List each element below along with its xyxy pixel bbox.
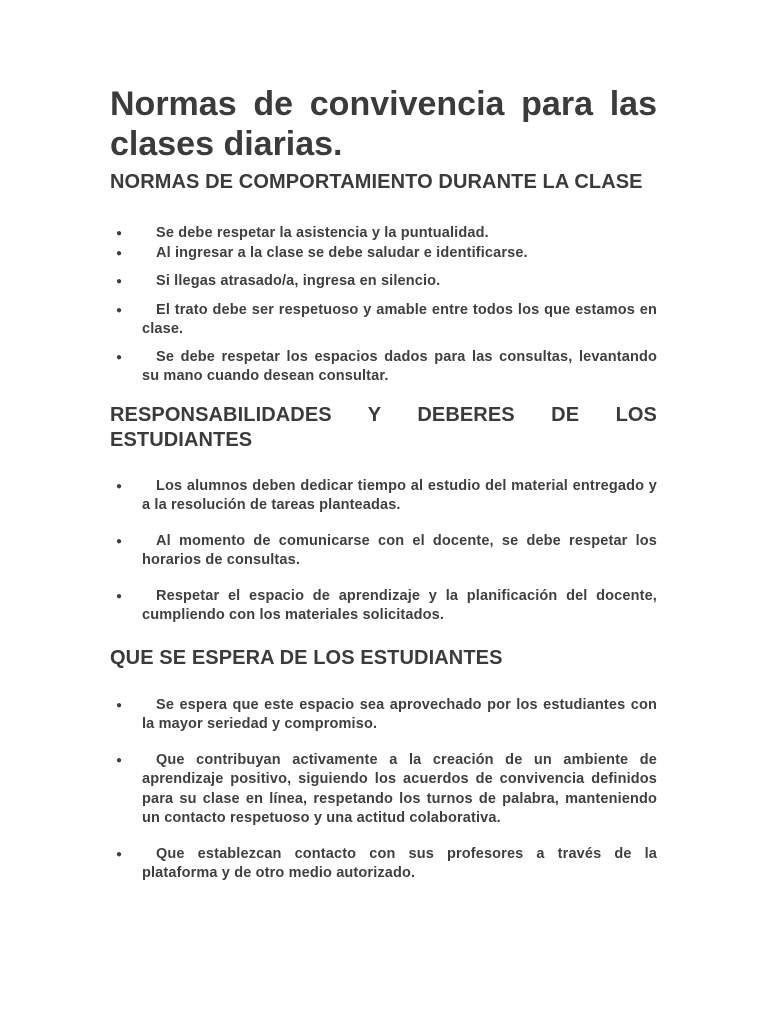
list-item: ● El trato debe ser respetuoso y amable entre todos los que estamos en clase. (116, 301, 657, 337)
bullet-icon: ● (116, 351, 123, 363)
section-heading-responsabilidades: RESPONSABILIDADES Y DEBERES DE LOS ESTUDIANTES (110, 403, 657, 451)
bullet-icon: ● (116, 699, 123, 711)
section-heading-comportamiento: NORMAS DE COMPORTAMIENTO DURANTE LA CLASE (110, 171, 643, 193)
bullet-icon: ● (116, 848, 123, 860)
bullet-icon: ● (116, 276, 123, 287)
list-item: ● Respetar el espacio de aprendizaje y la planificación del docente, cumpliendo con los materiales solicitados. (116, 587, 657, 623)
bullet-icon: ● (116, 590, 123, 602)
section-heading-espera: QUE SE ESPERA DE LOS ESTUDIANTES (110, 646, 503, 669)
list-item: ● Se espera que este espacio sea aprovechado por los estudiantes con la mayor seriedad y compromiso. (116, 696, 657, 732)
list-item: ● Que contribuyan activamente a la creación de un ambiente de aprendizaje positivo, siguiendo los acuerdos de convivencia definidos para su clase en línea, respetando los turnos de palabra, manteniendo un contacto respetuoso y una actitud colaborativa. (116, 751, 657, 826)
responsabilidades-list (110, 477, 657, 626)
document-title: Normas de convivencia para las clases diarias. (110, 85, 657, 163)
list-item: ● Se debe respetar la asistencia y la puntualidad. (110, 224, 657, 244)
bullet-icon: ● (116, 535, 123, 547)
bullet-icon: ● (116, 304, 123, 316)
bullet-icon: ● (116, 754, 123, 766)
list-item: ● Se debe respetar los espacios dados para las consultas, levantando su mano cuando desean consultar. (116, 348, 657, 384)
comportamiento-list (110, 224, 657, 387)
bullet-icon: ● (116, 247, 123, 259)
list-item: ● Que establezcan contacto con sus profesores a través de la plataforma y de otro medio autorizado. (116, 845, 657, 881)
list-item: ● Al momento de comunicarse con el docente, se debe respetar los horarios de consultas. (116, 532, 657, 568)
espera-list (110, 696, 657, 884)
bullet-icon: ● (116, 480, 123, 492)
list-item: ● Si llegas atrasado/a, ingresa en silencio. (110, 272, 657, 292)
list-item: ● Al ingresar a la clase se debe saludar e identificarse. (110, 244, 657, 264)
bullet-icon: ● (116, 228, 123, 239)
list-item: ● Los alumnos deben dedicar tiempo al estudio del material entregado y a la resolución de tareas planteadas. (116, 477, 657, 513)
document-page (110, 84, 657, 884)
